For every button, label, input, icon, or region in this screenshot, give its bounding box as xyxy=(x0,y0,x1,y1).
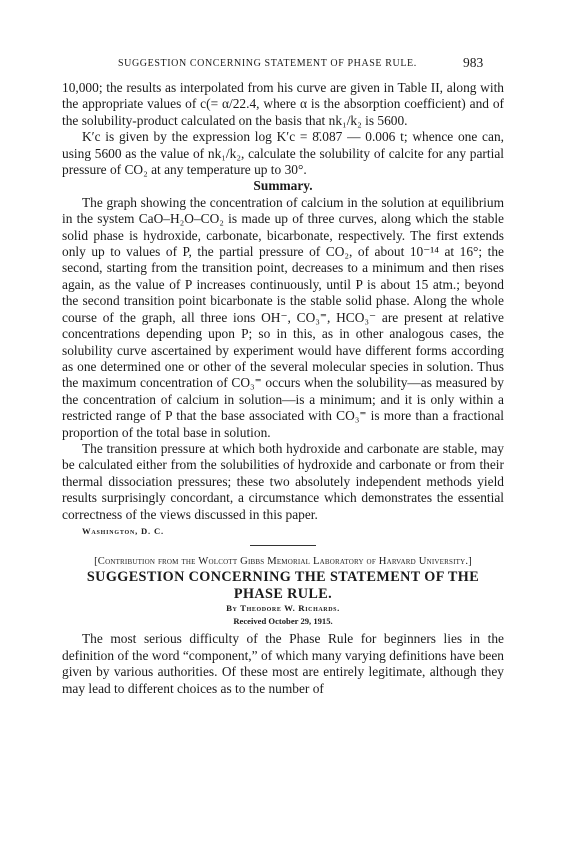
page-number: 983 xyxy=(463,55,484,70)
article-title: SUGGESTION CONCERNING THE STATEMENT OF THE PHASE RULE. xyxy=(86,569,480,602)
author-byline: By Theodore W. Richards. xyxy=(226,603,340,614)
received-date: Received October 29, 1915. xyxy=(233,616,333,627)
section-divider xyxy=(250,545,316,546)
paragraph-solubility-expression: K′c is given by the expression log K′c = 8̄.087 — 0.006 t; whence one can, using 5600 as the value of nk₁/k₂, calculate the solubility of calcite for any partial pressure of CO₂ at any temperature up to 30°. xyxy=(62,129,504,178)
place-signature: Washington, D. C. xyxy=(82,525,164,536)
summary-paragraph-transition: The transition pressure at which both hydroxide and carbonate are stable, may be calculated either from the solubilities of hydroxide and carbonate or from their thermal dissociation pressures; these two absolutely independent methods yield results surprisingly concordant, a circumstance which demonstrates the essential correctness of the views discussed in this paper. xyxy=(62,440,504,522)
summary-heading: Summary. xyxy=(253,178,313,194)
opening-paragraph: The most serious difficulty of the Phase Rule for beginners lies in the definition of the word “component,” of which many varying definitions have been given by various authorities. Of these most are entirely legitimate, although they may lead to different choices as to the number of xyxy=(62,631,504,696)
contribution-note: [Contribution from the Wolcott Gibbs Memorial Laboratory of Harvard University.] xyxy=(94,555,472,567)
text-block xyxy=(62,80,504,697)
paragraph-continued: 10,000; the results as interpolated from his curve are given in Table II, along with the appropriate values of c(= α/22.4, where α is the absorption coefficient) and of the solubility-product calculated on the basis that nk₁/k₂ is 5600. xyxy=(62,80,504,128)
running-head: SUGGESTION CONCERNING STATEMENT OF PHASE RULE. xyxy=(118,58,417,69)
summary-paragraph-graph: The graph showing the concentration of calcium in the solution at equilibrium in the system CaO–H₂O–CO₂ is made up of three curves, along which the stable solid phase is hydroxide, carbonate, bicarbonate, respectively. The first extends only up to values of P, the partial pressure of CO₂, of about 10⁻¹⁴ at 16°; the second, starting from the transition point, decreases to a minimum and then rises again, as the value of P increases continuously, until P is about 15 atm.; beyond the second transition point bicarbonate is the stable solid phase. Along the whole course of the graph, all three ions OH⁻, CO₃⁼, HCO₃⁻ are present at relative concentrations depending upon P; so in this, as in other analogous cases, the solubility curve ascertained by experiment would have different forms according as one determined one or other of the several molecular species in solution. Thus the maximum concentration of CO₃⁼ occurs when the solubility—as measured by the concentration of calcium in solution—is a minimum; and it is only within a restricted range of P that the base associated with CO₃⁼ is more than a fractional proportion of the total base in solution. xyxy=(62,194,504,440)
